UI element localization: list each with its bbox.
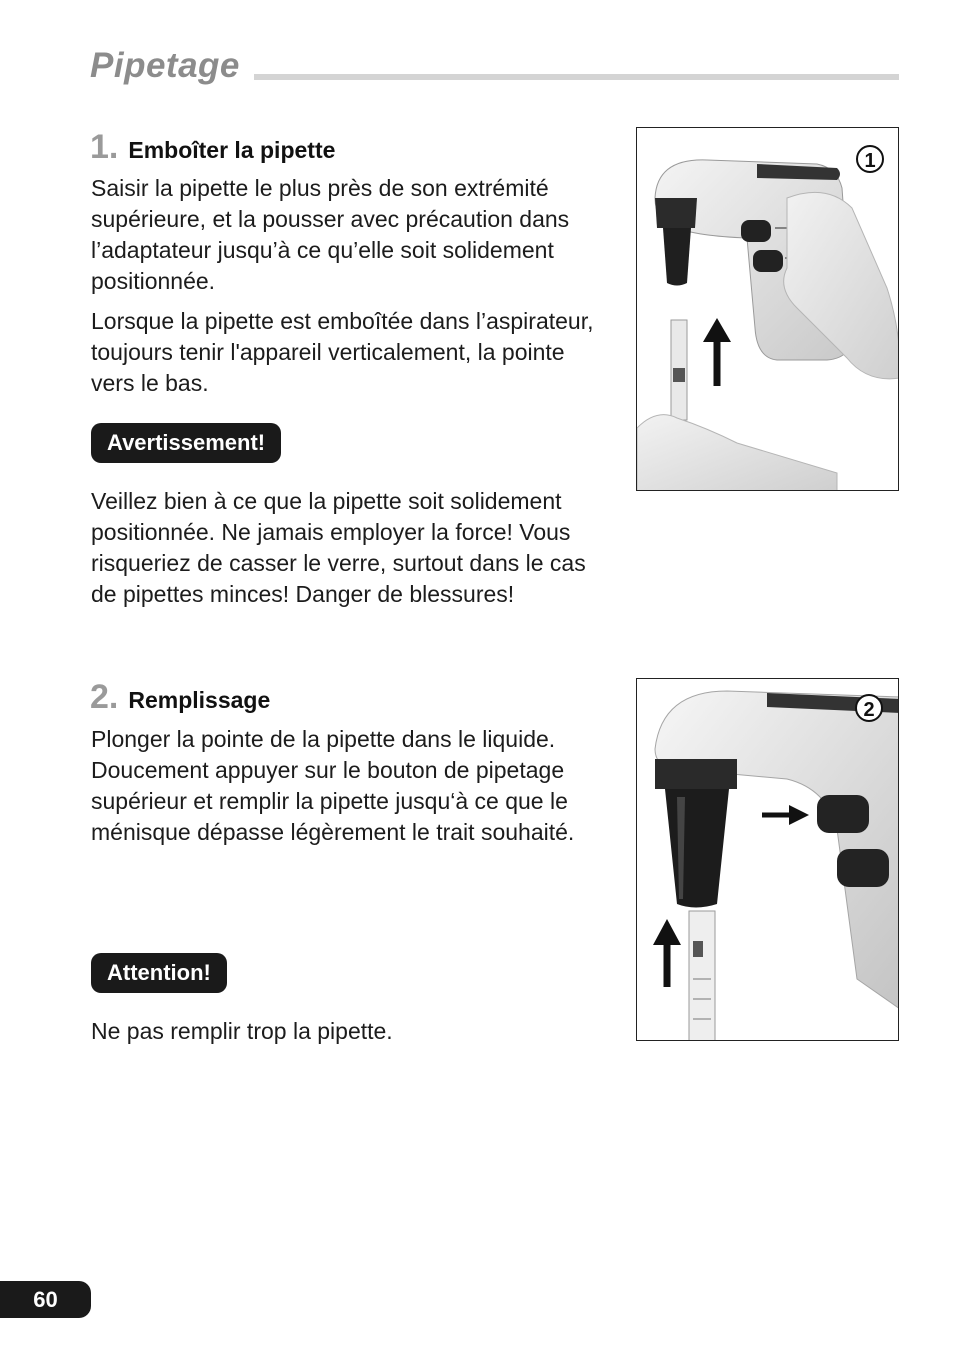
figure-2-image (636, 678, 899, 1041)
warning-badge: Avertissement! (91, 423, 281, 463)
step-1-number: 1. (90, 128, 119, 166)
step-2-title: Remplissage (128, 687, 271, 713)
step-1-paragraph-1: Saisir la pipette le plus près de son extrémité supérieure, et la pousser avec précaution dans l’adaptateur jusqu’à ce qu’elle soit solidement positionnée. (91, 175, 570, 294)
figure-1-number: 1 (864, 150, 876, 172)
figure-2-number: 2 (863, 699, 875, 721)
figure-1-image (636, 127, 899, 491)
step-1-paragraph-2: Lorsque la pipette est emboîtée dans l’aspirateur, toujours tenir l'appareil verticalement, la pointe vers le bas. (91, 308, 594, 396)
figure-2-illustration (637, 679, 899, 1041)
page-title: Pipetage (90, 46, 240, 85)
step-2-heading (90, 678, 270, 717)
step-1-title: Emboîter la pipette (128, 137, 336, 163)
step-2-number: 2. (90, 678, 119, 716)
title-rule (254, 74, 899, 80)
step-2-paragraph-1: Plonger la pointe de la pipette dans le liquide. Doucement appuyer sur le bouton de pipetage supérieur et remplir la pipette jusqu‘à ce que le ménisque dépasse légèrement le trait souhaité. (91, 726, 575, 845)
step-1-heading (90, 128, 335, 167)
figure-1-illustration (637, 128, 899, 491)
page-number: 60 (0, 1281, 91, 1318)
attention-badge: Attention! (91, 953, 227, 993)
warning-text: Veillez bien à ce que la pipette soit solidement positionnée. Ne jamais employer la force! Vous risqueriez de casser le verre, surtout dans le cas de pipettes minces! Danger de blessures! (91, 488, 586, 607)
attention-text: Ne pas remplir trop la pipette. (91, 1018, 393, 1044)
